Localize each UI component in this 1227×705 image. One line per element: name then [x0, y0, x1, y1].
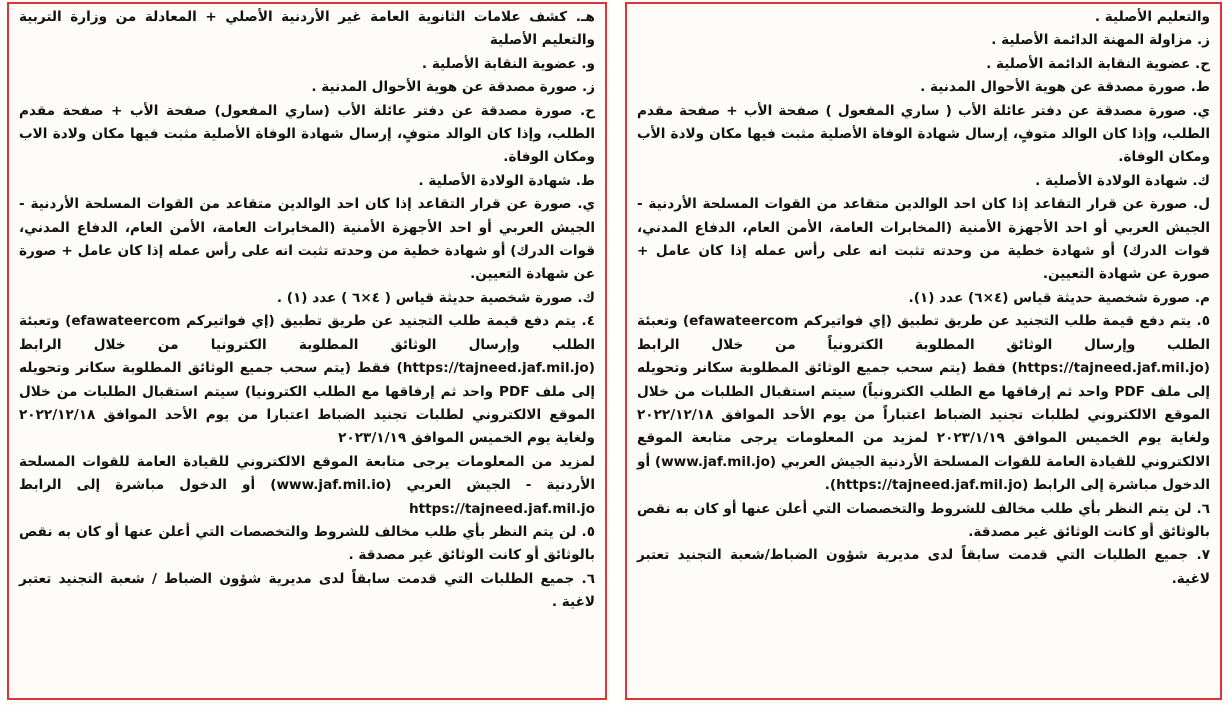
right-item-ya: ي. صورة مصدقة عن دفتر عائلة الأب ( ساري المفعول ) صفحة الأب + صفحة مقدم الطلب، وإذا كان الوالد متوفٍ، إرسال شهادة الوفاة الأصلية مثبت فيها مكان ولادة الأب ومكان الوفاة. [637, 102, 1210, 166]
right-item-5: ٥. يتم دفع قيمة طلب التجنيد عن طريق تطبيق (إي فواتيركم efawateercom) وتعبئة الطلب وإرسال الوثائق المطلوبة الكترونياً من خلال الرابط (https://tajneed.jaf.mil.jo) فقط (يتم سحب جميع الوثائق المطلوبة سكانر وتحويله إلى ملف PDF واحد ثم إرفاقها مع الطلب الكترونياً) سيتم استقبال الطلبات من خلال الموقع الالكتروني لطلبات تجنيد الضباط اعتباراً من يوم الأحد الموافق ٢٠٢٢/١٢/١٨ ولغاية يوم الخميس الموافق ٢٠٢٣/١/١٩ لمزيد من المعلومات يرجى متابعة الموقع الالكتروني للقيادة العامة للقوات المسلحة الأردنية الجيش العربي (www.jaf.mil.jo) أو الدخول مباشرة إلى الرابط (https://tajneed.jaf.mil.jo). [637, 313, 1211, 494]
left-item-ta: ط. شهادة الولادة الأصلية . [418, 172, 595, 189]
left-item-more-info: لمزيد من المعلومات يرجى متابعة الموقع الالكتروني للقيادة العامة للقوات المسلحة الأردنية - الجيش العربي (www.jaf.mil.io) أو الدخول مباشرة إلى الرابط https://tajneed.jaf.mil.jo [19, 453, 595, 517]
right-column [625, 2, 1222, 700]
left-item-waw: و. عضوية النقابة الأصلية . [421, 55, 595, 72]
right-item-ta: ط. صورة مصدقة عن هوية الأحوال المدنية . [920, 79, 1210, 96]
left-item-ha: ح. صورة مصدقة عن دفتر عائلة الأب (ساري المفعول) صفحة الأب + صفحة مقدم الطلب، وإذا كان الوالد متوفٍ، إرسال شهادة الوفاة الأصلية مثبت فيها مكان ولادة الاب ومكان الوفاة. [19, 102, 595, 166]
left-item-5: ٥. لن يتم النظر بأي طلب مخالف للشروط والتخصصات التي أعلن عنها أو كان به نقص بالوثائق أو كانت الوثائق غير مصدقة . [19, 523, 595, 564]
right-item-ha: ح. عضوية النقابة الدائمة الأصلية . [986, 55, 1210, 72]
left-item-kaf: ك. صورة شخصية حديثة قياس ( ٤×٦ ) عدد (١) . [276, 289, 595, 306]
left-column [7, 2, 607, 700]
right-item-7: ٧. جميع الطلبات التي قدمت سابقاً لدى مديرية شؤون الضباط/شعبة التجنيد تعتبر لاغية. [637, 547, 1210, 587]
right-item-zay: ز. مزاولة المهنة الدائمة الأصلية . [991, 32, 1210, 49]
left-item-zay: ز. صورة مصدقة عن هوية الأحوال المدنية . [311, 79, 595, 96]
left-item-he: هـ. كشف علامات الثانوية العامة غير الأردنية الأصلي + المعادلة من وزارة التربية والتعليم الأصلية [19, 9, 595, 49]
right-item-mim: م. صورة شخصية حديثة قياس (٤×٦) عدد (١). [908, 289, 1210, 306]
right-item-6: ٦. لن يتم النظر بأي طلب مخالف للشروط والتخصصات التي أعلن عنها أو كان به نقص بالوثائق أو كانت الوثائق غير مصدقة. [637, 500, 1210, 540]
column-gutter [611, 0, 621, 705]
left-item-4: ٤. يتم دفع قيمة طلب التجنيد عن طريق تطبيق (إي فواتيركم efawateercom) وتعبئة الطلب وإرسال الوثائق المطلوبة الكترونيا من خلال الرابط (https://tajneed.jaf.mil.jo) فقط (يتم سحب جميع الوثائق المطلوبة سكانر وتحويله إلى ملف PDF واحد ثم إرفاقها مع الطلب الكترونيا) سيتم استقبال الطلبات من خلال الموقع الالكتروني لطلبات تجنيد الضباط اعتبارا من يوم الأحد الموافق ٢٠٢٢/١٢/١٨ ولغاية يوم الخميس الموافق ٢٠٢٣/١/١٩ [19, 313, 596, 447]
right-item-kaf: ك. شهادة الولادة الأصلية . [1035, 172, 1210, 189]
right-item-continuation: والتعليم الأصلية . [1094, 9, 1210, 25]
left-item-6: ٦. جميع الطلبات التي قدمت سابقاً لدى مديرية شؤون الضباط / شعبة التجنيد تعتبر لاغية . [19, 570, 595, 611]
right-item-lam: ل. صورة عن قرار التقاعد إذا كان احد الوالدين متقاعد من القوات المسلحة الأردنية - الجيش العربي أو احد الأجهزة الأمنية (المخابرات العامة، الأمن العام، الدفاع المدني، قوات الدرك) أو شهادة خطية من وحدته تثبت انه على رأس عمله إذا كان عامل + صورة عن شهادة التعيين. [637, 196, 1210, 283]
left-item-ya: ي. صورة عن قرار التقاعد إذا كان احد الوالدين متقاعد من القوات المسلحة الأردنية - الجيش العربي أو احد الأجهزة الأمنية (المخابرات العامة، الأمن العام، الدفاع المدني، قوات الدرك) أو شهادة خطية من وحدته تثبت انه على رأس عمله إذا كان عامل + صورة عن شهادة التعيين. [19, 196, 595, 283]
